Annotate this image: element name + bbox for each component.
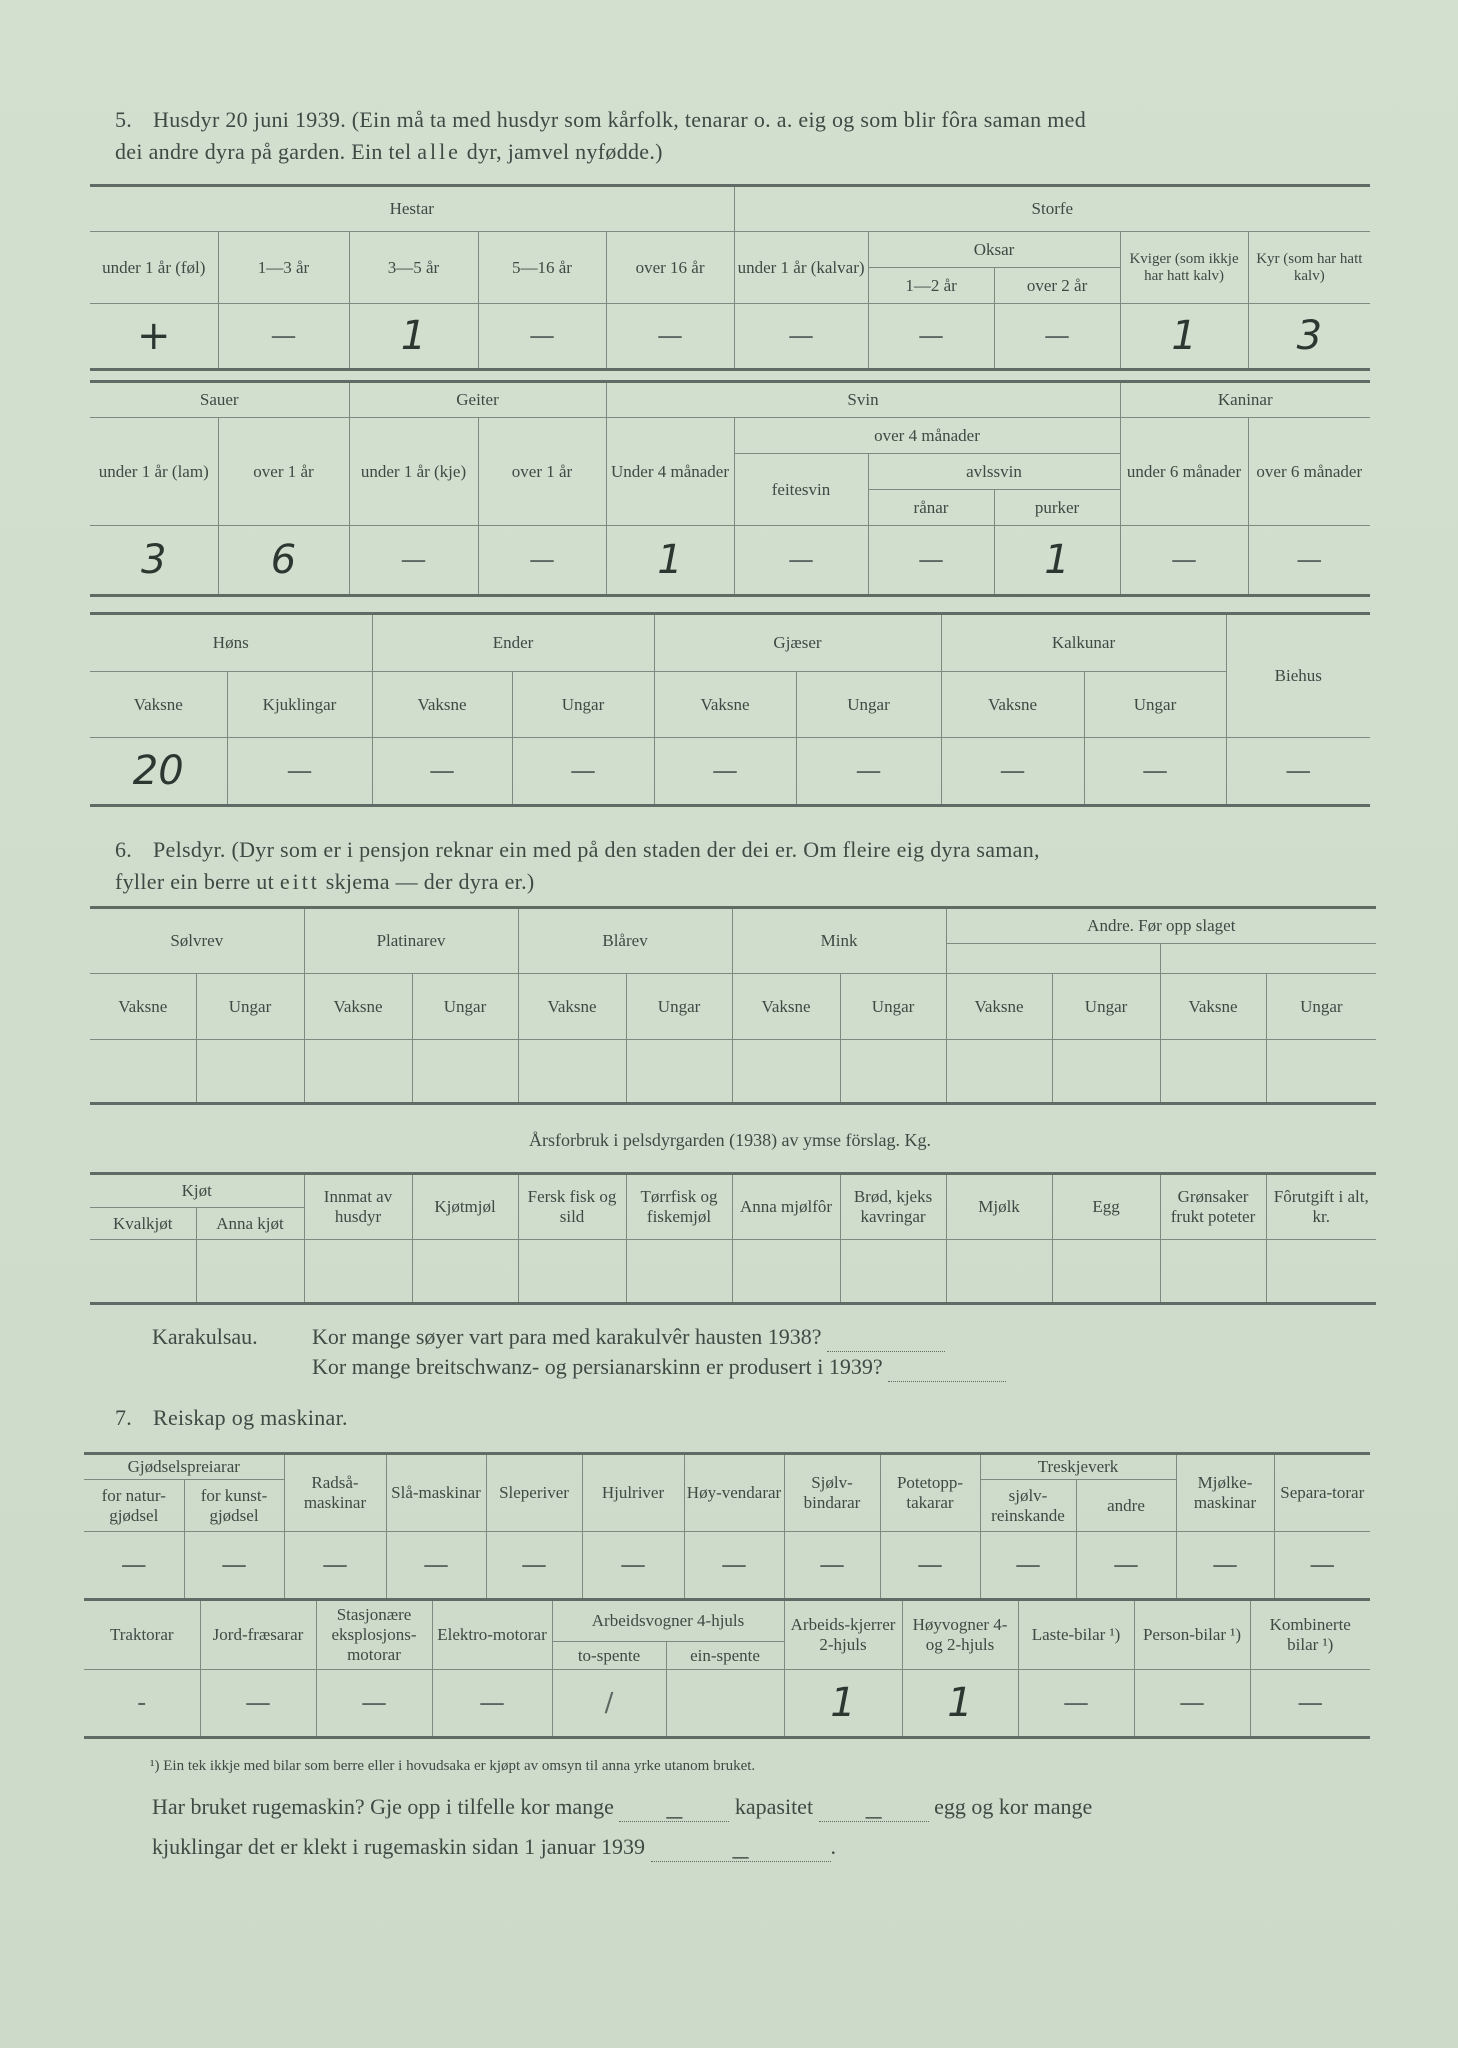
kjotmjol-header: Kjøtmjøl bbox=[412, 1174, 518, 1240]
anna-kjot-header: Anna kjøt bbox=[196, 1208, 304, 1240]
sjolvreinskande-value: — bbox=[980, 1532, 1076, 1600]
hjulriver-header: Hjulriver bbox=[582, 1454, 684, 1532]
traktorar-value: - bbox=[84, 1670, 200, 1738]
gronsaker-header: Grønsaker frukt poteter bbox=[1160, 1174, 1266, 1240]
platinarev-ungar: Ungar bbox=[412, 974, 518, 1040]
storfe-value-4: 1 bbox=[1120, 304, 1248, 370]
gjaeser-header: Gjæser bbox=[654, 614, 941, 672]
andre-2-ungar: Ungar bbox=[1266, 974, 1376, 1040]
sauer-value-2: 6 bbox=[218, 526, 349, 596]
kaninar-col-2: over 6 månader bbox=[1248, 418, 1370, 526]
rugemaskin-capacity-value: — bbox=[864, 1807, 883, 1828]
mjolkemaskinar-header: Mjølke-maskinar bbox=[1176, 1454, 1274, 1532]
svin-under4-header: Under 4 månader bbox=[606, 418, 734, 526]
footnote: ¹) Ein tek ikkje med bilar som berre eller i hovudsaka er kjøpt av omsyn til anna yrke utanom bruket. bbox=[150, 1758, 756, 1774]
solvrev-vaksne: Vaksne bbox=[90, 974, 196, 1040]
sauer-col-2: over 1 år bbox=[218, 418, 349, 526]
svin-avlssvin-header: avlssvin bbox=[868, 454, 1120, 490]
section-5-emphasis: alle bbox=[417, 139, 461, 164]
torrfisk-header: Tørrfisk og fiskemjøl bbox=[626, 1174, 732, 1240]
hons-kjuklingar-header: Kjuklingar bbox=[227, 672, 372, 738]
svin-value-2: — bbox=[734, 526, 868, 596]
geiter-value-1: — bbox=[349, 526, 478, 596]
forbruk-cell bbox=[412, 1240, 518, 1304]
hestar-value-3: 1 bbox=[349, 304, 478, 370]
sauer-geiter-svin-kaninar-table bbox=[90, 380, 1370, 597]
oksar-col-2: over 2 år bbox=[994, 268, 1120, 304]
andre-slag-2 bbox=[1160, 944, 1376, 974]
kalkunar-vaksne-header: Vaksne bbox=[941, 672, 1084, 738]
mink-vaksne: Vaksne bbox=[732, 974, 840, 1040]
andre-1-vaksne: Vaksne bbox=[946, 974, 1052, 1040]
mjolkemaskinar-value: — bbox=[1176, 1532, 1274, 1600]
pelsdyr-cell bbox=[1052, 1040, 1160, 1104]
karakul-question-1 bbox=[152, 1322, 945, 1352]
reiskap-table-2 bbox=[84, 1598, 1370, 1739]
storfe-kviger-header: Kviger (som ikkje har hatt kalv) bbox=[1120, 232, 1248, 304]
ender-ungar-value: — bbox=[512, 738, 654, 806]
karakul-question-2 bbox=[312, 1352, 1006, 1382]
gjodselspreiarar-header: Gjødselspreiarar bbox=[84, 1454, 284, 1480]
section-5-line-2a: dei andre dyra på garden. Ein tel bbox=[115, 139, 418, 164]
forbruk-table bbox=[90, 1172, 1376, 1305]
gjaeser-ungar-header: Ungar bbox=[796, 672, 941, 738]
kalkunar-ungar-header: Ungar bbox=[1084, 672, 1226, 738]
separatorar-header: Separa-torar bbox=[1274, 1454, 1370, 1532]
rugemaskin-count-value: — bbox=[665, 1807, 684, 1828]
andre-1-ungar: Ungar bbox=[1052, 974, 1160, 1040]
geiter-value-2: — bbox=[478, 526, 606, 596]
sjolvreinskande-header: sjølv-reinskande bbox=[980, 1480, 1076, 1532]
karakul-q1-text: Kor mange søyer vart para med karakulvêr hausten 1938? bbox=[312, 1324, 822, 1349]
storfe-value-5: 3 bbox=[1248, 304, 1370, 370]
pelsdyr-cell bbox=[90, 1040, 196, 1104]
kunstgjodsel-header: for kunst-gjødsel bbox=[184, 1480, 284, 1532]
section-5-heading bbox=[115, 104, 1373, 168]
storfe-value-3: — bbox=[994, 304, 1120, 370]
mink-ungar: Ungar bbox=[840, 974, 946, 1040]
separatorar-value: — bbox=[1274, 1532, 1370, 1600]
kaninar-value-2: — bbox=[1248, 526, 1370, 596]
oksar-col-1: 1—2 år bbox=[868, 268, 994, 304]
section-5-line-2c: dyr, jamvel nyfødde.) bbox=[460, 139, 663, 164]
kaninar-col-1: under 6 månader bbox=[1120, 418, 1248, 526]
forbruk-cell bbox=[732, 1240, 840, 1304]
svin-ranar-header: rånar bbox=[868, 490, 994, 526]
hoyvogner-value: 1 bbox=[902, 1670, 1018, 1738]
jordfraesarar-header: Jord-fræsarar bbox=[200, 1600, 316, 1670]
biehus-header: Biehus bbox=[1226, 614, 1370, 738]
pelsdyr-cell bbox=[304, 1040, 412, 1104]
forbruk-cell bbox=[1052, 1240, 1160, 1304]
section-6-line-2a: fyller ein berre ut bbox=[115, 869, 280, 894]
rugemaskin-text-2: kapasitet bbox=[734, 1794, 814, 1819]
storfe-value-1: — bbox=[734, 304, 868, 370]
tospente-header: to-spente bbox=[552, 1642, 666, 1670]
hons-vaksne-value: 20 bbox=[90, 738, 227, 806]
hestar-col-2: 1—3 år bbox=[218, 232, 349, 304]
section-6-heading bbox=[115, 834, 1373, 898]
ender-vaksne-header: Vaksne bbox=[372, 672, 512, 738]
section-number: 5. bbox=[115, 107, 133, 132]
kalkunar-header: Kalkunar bbox=[941, 614, 1226, 672]
hoyvendarar-value: — bbox=[684, 1532, 784, 1600]
forbruk-cell bbox=[90, 1240, 196, 1304]
elektromotorar-header: Elektro-motorar bbox=[432, 1600, 552, 1670]
pelsdyr-cell bbox=[1160, 1040, 1266, 1104]
treskjeverk-header: Treskjeverk bbox=[980, 1454, 1176, 1480]
hons-vaksne-header: Vaksne bbox=[90, 672, 227, 738]
radsamaskinar-header: Radså-maskinar bbox=[284, 1454, 386, 1532]
rugemaskin-count-field[interactable] bbox=[619, 1801, 729, 1828]
ender-header: Ender bbox=[372, 614, 654, 672]
karakul-q2-text: Kor mange breitschwanz- og persianarskinn er produsert i 1939? bbox=[312, 1354, 883, 1379]
platinarev-vaksne: Vaksne bbox=[304, 974, 412, 1040]
fersk-fisk-header: Fersk fisk og sild bbox=[518, 1174, 626, 1240]
slamaskinar-value: — bbox=[386, 1532, 486, 1600]
einspente-header: ein-spente bbox=[666, 1642, 784, 1670]
slamaskinar-header: Slå-maskinar bbox=[386, 1454, 486, 1532]
hestar-col-1: under 1 år (føl) bbox=[90, 232, 218, 304]
kalkunar-ungar-value: — bbox=[1084, 738, 1226, 806]
rugemaskin-kjuklingar-value: — bbox=[731, 1847, 750, 1868]
brod-header: Brød, kjeks kavringar bbox=[840, 1174, 946, 1240]
storfe-header: Storfe bbox=[734, 186, 1370, 232]
hestar-col-3: 3—5 år bbox=[349, 232, 478, 304]
gjaeser-vaksne-value: — bbox=[654, 738, 796, 806]
kaninar-value-1: — bbox=[1120, 526, 1248, 596]
hoyvendarar-header: Høy-vendarar bbox=[684, 1454, 784, 1532]
storfe-kalvar-header: under 1 år (kalvar) bbox=[734, 232, 868, 304]
svin-value-4: 1 bbox=[994, 526, 1120, 596]
rugemaskin-text-3: egg og kor mange bbox=[934, 1794, 1093, 1819]
potetopptakarar-header: Potetopp-takarar bbox=[880, 1454, 980, 1532]
karakul-q2-answer[interactable] bbox=[888, 1361, 1006, 1382]
kombinerte-bilar-header: Kombinerte bilar ¹) bbox=[1250, 1600, 1370, 1670]
biehus-value: — bbox=[1226, 738, 1370, 806]
pelsdyr-cell bbox=[196, 1040, 304, 1104]
geiter-col-1: under 1 år (kje) bbox=[349, 418, 478, 526]
fjorfe-table bbox=[90, 612, 1370, 807]
storfe-oksar-header: Oksar bbox=[868, 232, 1120, 268]
lastebilar-value: — bbox=[1018, 1670, 1134, 1738]
sjolvbindarar-value: — bbox=[784, 1532, 880, 1600]
section-7-heading bbox=[115, 1402, 1373, 1434]
hestar-value-1: + bbox=[90, 304, 218, 370]
kvalkjot-header: Kvalkjøt bbox=[90, 1208, 196, 1240]
kjot-header: Kjøt bbox=[90, 1174, 304, 1208]
sauer-col-1: under 1 år (lam) bbox=[90, 418, 218, 526]
forbruk-cell bbox=[518, 1240, 626, 1304]
kunstgjodsel-value: — bbox=[184, 1532, 284, 1600]
section-6-line-1: Pelsdyr. (Dyr som er i pensjon reknar ein med på den staden der dei er. Om fleire eig dyra saman, bbox=[153, 837, 1040, 862]
tresk-andre-header: andre bbox=[1076, 1480, 1176, 1532]
naturgjodsel-header: for natur-gjødsel bbox=[84, 1480, 184, 1532]
section-7-title: Reiskap og maskinar. bbox=[153, 1405, 348, 1430]
hjulriver-value: — bbox=[582, 1532, 684, 1600]
svin-feitesvin-header: feitesvin bbox=[734, 454, 868, 526]
storfe-kyr-header: Kyr (som har hatt kalv) bbox=[1248, 232, 1370, 304]
hestar-value-5: — bbox=[606, 304, 734, 370]
arbeidskjerrer-header: Arbeids-kjerrer 2-hjuls bbox=[784, 1600, 902, 1670]
pelsdyr-table bbox=[90, 906, 1376, 1105]
personbilar-value: — bbox=[1134, 1670, 1250, 1738]
andre-header: Andre. Før opp slaget bbox=[946, 908, 1376, 944]
hestar-header: Hestar bbox=[90, 186, 734, 232]
radsamaskinar-value: — bbox=[284, 1532, 386, 1600]
eksplosjonsmotorar-value: — bbox=[316, 1670, 432, 1738]
mink-header: Mink bbox=[732, 908, 946, 974]
pelsdyr-cell bbox=[840, 1040, 946, 1104]
blarev-ungar: Ungar bbox=[626, 974, 732, 1040]
personbilar-header: Person-bilar ¹) bbox=[1134, 1600, 1250, 1670]
anna-mjolfor-header: Anna mjølfôr bbox=[732, 1174, 840, 1240]
gjaeser-ungar-value: — bbox=[796, 738, 941, 806]
hestar-col-5: over 16 år bbox=[606, 232, 734, 304]
section-6-emphasis: eitt bbox=[279, 869, 320, 894]
section-6-line-2c: skjema — der dyra er.) bbox=[319, 869, 535, 894]
rugemaskin-text-1: Har bruket rugemaskin? Gje opp i tilfelle kor mange bbox=[152, 1794, 614, 1819]
forbruk-cell bbox=[626, 1240, 732, 1304]
forbruk-cell bbox=[1266, 1240, 1376, 1304]
gjaeser-vaksne-header: Vaksne bbox=[654, 672, 796, 738]
rugemaskin-kjuklingar-field[interactable] bbox=[651, 1841, 831, 1868]
rugemaskin-capacity-field[interactable] bbox=[819, 1801, 929, 1828]
jordfraesarar-value: — bbox=[200, 1670, 316, 1738]
pelsdyr-cell bbox=[946, 1040, 1052, 1104]
forbruk-cell bbox=[840, 1240, 946, 1304]
hestar-col-4: 5—16 år bbox=[478, 232, 606, 304]
hons-kjuklingar-value: — bbox=[227, 738, 372, 806]
svin-over4-header: over 4 månader bbox=[734, 418, 1120, 454]
hoyvogner-header: Høyvogner 4- og 2-hjuls bbox=[902, 1600, 1018, 1670]
hestar-value-4: — bbox=[478, 304, 606, 370]
elektromotorar-value: — bbox=[432, 1670, 552, 1738]
forbruk-title: Årsforbruk i pelsdyrgarden (1938) av ymse förslag. Kg. bbox=[528, 1130, 932, 1150]
karakul-q1-answer[interactable] bbox=[827, 1331, 945, 1352]
forbruk-cell bbox=[946, 1240, 1052, 1304]
hestar-value-2: — bbox=[218, 304, 349, 370]
sleperiver-value: — bbox=[486, 1532, 582, 1600]
hestar-storfe-table bbox=[90, 184, 1370, 371]
potetopptakarar-value: — bbox=[880, 1532, 980, 1600]
karakul-label: Karakulsau. bbox=[152, 1324, 258, 1349]
forbruk-cell bbox=[1160, 1240, 1266, 1304]
rugemaskin-text-4: kjuklingar det er klekt i rugemaskin sidan 1 januar 1939 bbox=[152, 1834, 646, 1859]
mjolk-header: Mjølk bbox=[946, 1174, 1052, 1240]
innmat-header: Innmat av husdyr bbox=[304, 1174, 412, 1240]
naturgjodsel-value: — bbox=[84, 1532, 184, 1600]
solvrev-header: Sølvrev bbox=[90, 908, 304, 974]
sauer-value-1: 3 bbox=[90, 526, 218, 596]
svin-value-3: — bbox=[868, 526, 994, 596]
forbruk-cell bbox=[304, 1240, 412, 1304]
pelsdyr-cell bbox=[518, 1040, 626, 1104]
reiskap-table-1 bbox=[84, 1452, 1370, 1601]
rugemaskin-line-2: kjuklingar det er klekt i rugemaskin sidan 1 januar 1939 — . bbox=[152, 1834, 837, 1868]
platinarev-header: Platinarev bbox=[304, 908, 518, 974]
pelsdyr-cell bbox=[626, 1040, 732, 1104]
pelsdyr-cell bbox=[1266, 1040, 1376, 1104]
section-number: 7. bbox=[115, 1405, 133, 1430]
sjolvbindarar-header: Sjølv-bindarar bbox=[784, 1454, 880, 1532]
tresk-andre-value: — bbox=[1076, 1532, 1176, 1600]
andre-slag-1 bbox=[946, 944, 1160, 974]
arbeidskjerrer-value: 1 bbox=[784, 1670, 902, 1738]
geiter-col-2: over 1 år bbox=[478, 418, 606, 526]
svin-header: Svin bbox=[606, 382, 1120, 418]
pelsdyr-cell bbox=[732, 1040, 840, 1104]
traktorar-header: Traktorar bbox=[84, 1600, 200, 1670]
blarev-header: Blårev bbox=[518, 908, 732, 974]
lastebilar-header: Laste-bilar ¹) bbox=[1018, 1600, 1134, 1670]
tospente-value: / bbox=[552, 1670, 666, 1738]
geiter-header: Geiter bbox=[349, 382, 606, 418]
section-number: 6. bbox=[115, 837, 133, 862]
sleperiver-header: Sleperiver bbox=[486, 1454, 582, 1532]
hons-header: Høns bbox=[90, 614, 372, 672]
svin-value-1: 1 bbox=[606, 526, 734, 596]
kalkunar-vaksne-value: — bbox=[941, 738, 1084, 806]
blarev-vaksne: Vaksne bbox=[518, 974, 626, 1040]
section-5-line-1: Husdyr 20 juni 1939. (Ein må ta med husdyr som kårfolk, tenarar o. a. eig og som blir fôra saman med bbox=[153, 107, 1087, 132]
andre-2-vaksne: Vaksne bbox=[1160, 974, 1266, 1040]
egg-header: Egg bbox=[1052, 1174, 1160, 1240]
kombinerte-bilar-value: — bbox=[1250, 1670, 1370, 1738]
einspente-value bbox=[666, 1670, 784, 1738]
ender-ungar-header: Ungar bbox=[512, 672, 654, 738]
solvrev-ungar: Ungar bbox=[196, 974, 304, 1040]
rugemaskin-line-1 bbox=[152, 1792, 1372, 1828]
storfe-value-2: — bbox=[868, 304, 994, 370]
eksplosjonsmotorar-header: Stasjonære eksplosjons-motorar bbox=[316, 1600, 432, 1670]
kaninar-header: Kaninar bbox=[1120, 382, 1370, 418]
forbruk-cell bbox=[196, 1240, 304, 1304]
pelsdyr-cell bbox=[412, 1040, 518, 1104]
forutgift-header: Fôrutgift i alt, kr. bbox=[1266, 1174, 1376, 1240]
arbeidsvogner-header: Arbeidsvogner 4-hjuls bbox=[552, 1600, 784, 1642]
svin-purker-header: purker bbox=[994, 490, 1120, 526]
sauer-header: Sauer bbox=[90, 382, 349, 418]
ender-vaksne-value: — bbox=[372, 738, 512, 806]
